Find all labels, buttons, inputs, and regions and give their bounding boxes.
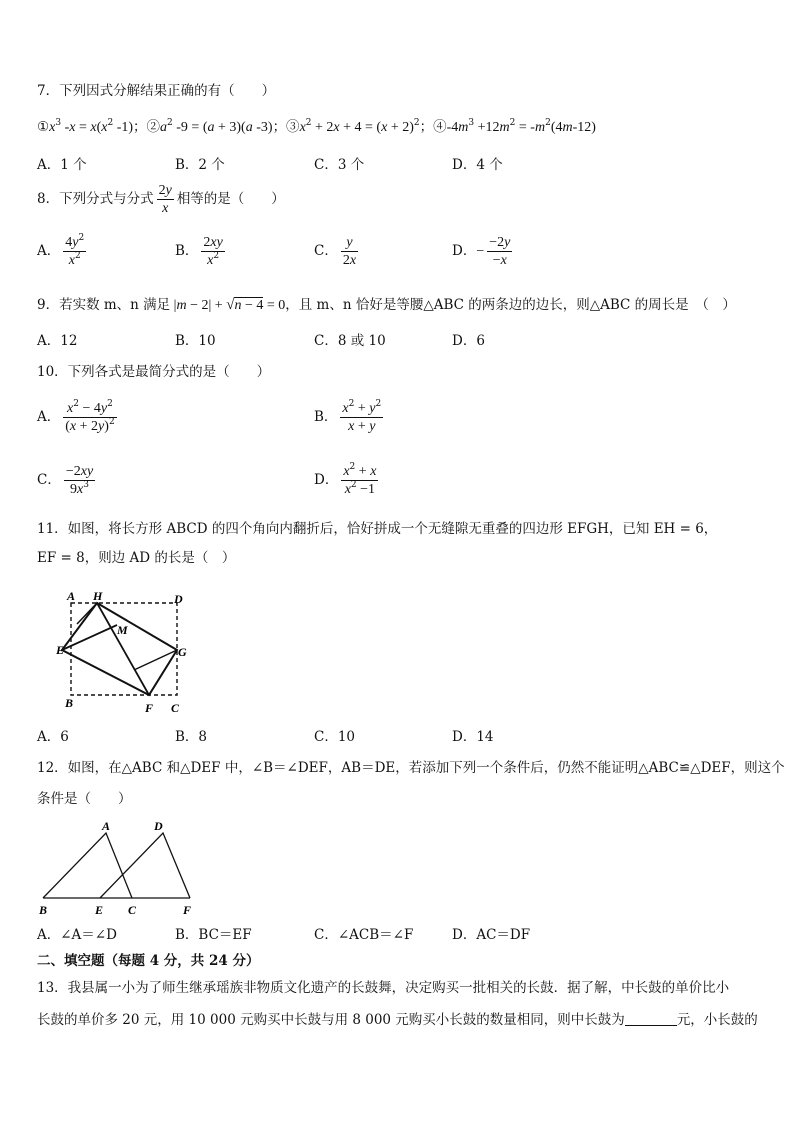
q13-stem-line2b: 元，小长鼓的	[676, 1012, 758, 1028]
q10-option-c[interactable]: C． $\frac{-2xy}{9x^3}$	[37, 464, 94, 497]
q7-option-a[interactable]: A．1 个	[37, 157, 87, 173]
q8-option-b[interactable]: B． $\frac{2xy}{x^2}$	[175, 235, 223, 268]
q11-label-e: E	[56, 643, 65, 657]
q12-option-b[interactable]: B．BC＝EF	[175, 927, 252, 943]
q12-triangle-def	[100, 833, 190, 898]
q12-figure	[35, 816, 200, 920]
q9-option-c[interactable]: C．8 或 10	[314, 333, 386, 349]
q12-label-b: B	[39, 903, 48, 917]
q7-item-3: ；③	[272, 119, 300, 135]
q7-option-d[interactable]: D．4 个	[452, 157, 503, 173]
q11-stem-line2: EF = 8，则边 AD 的长是（ ）	[37, 550, 236, 566]
q12-option-c[interactable]: C．∠ACB＝∠F	[314, 927, 414, 943]
q11-label-g: G	[178, 645, 187, 659]
q13-answer-blank[interactable]	[625, 1011, 677, 1026]
q13-stem-line2a: 长鼓的单价多 20 元，用 10 000 元购买中长鼓与用 8 000 元购买小长鼓的数量相同，则中长鼓为	[37, 1012, 625, 1028]
q8-option-d-label: D．	[452, 243, 477, 259]
q8-option-a-label: A．	[37, 243, 61, 259]
q11-stem-line1: 11．如图，将长方形 ABCD 的四个角向内翻折后，恰好拼成一个无缝隙无重叠的四边形 EFGH，已知 EH = 6，	[37, 521, 718, 537]
q8-option-a[interactable]: A． $\frac{4y^2}{x^2}$	[37, 233, 85, 268]
q12-option-d[interactable]: D．AC＝DF	[452, 927, 531, 943]
q10-option-b-label: B．	[314, 409, 338, 425]
q8-option-b-label: B．	[175, 243, 199, 259]
q12-label-d: D	[154, 819, 163, 833]
q7-items: $①x^3$ $-x = x(x^2$ -1)；$②a^2$ -9 = (a + 3)(a -3)；$③x^2 + 2x + 4 = (x + 2)^2$；$④-4m^3 +12m^2 = -m^2(4m-12)$	[37, 118, 596, 135]
q10-stem: 10．下列各式是最简分式的是（ ）	[37, 364, 271, 380]
q11-figure	[50, 586, 200, 716]
q11-label-c: C	[171, 701, 180, 715]
q8-option-c[interactable]: C． $\frac{y}{2x}$	[314, 235, 357, 268]
q7-item-1: ①	[37, 119, 50, 135]
q11-option-a[interactable]: A．6	[37, 729, 69, 745]
q8-fraction: $\frac{2y}{x}$	[158, 183, 172, 216]
q9-stem-b: ，且 m、n 恰好是等腰△ABC 的两条边的边长，则△ABC 的周长是 （ ）	[285, 297, 736, 313]
q9-stem: 9．若实数 m、n 满足 |m − 2| + √n − 4 = 0，且 m、n 恰好是等腰△ABC 的两条边的边长，则△ABC 的周长是 （ ）	[37, 297, 736, 313]
q10-option-d-label: D．	[314, 472, 339, 488]
q7-option-c[interactable]: C．3 个	[314, 157, 365, 173]
q13-stem-line1: 13．我县属一小为了师生继承瑶族非物质文化遗产的长鼓舞，决定购买一批相关的长鼓．据了解，中长鼓的单价比小	[37, 980, 730, 996]
q11-label-d: D	[174, 592, 183, 606]
q11-option-c[interactable]: C．10	[314, 729, 356, 745]
q7-option-b[interactable]: B．2 个	[175, 157, 225, 173]
q12-label-c: C	[128, 903, 137, 917]
q13-stem-line2	[37, 1011, 758, 1029]
q10-option-c-label: C．	[37, 472, 61, 488]
q8-option-c-label: C．	[314, 243, 338, 259]
q8-stem-b: 相等的是（ ）	[176, 191, 285, 207]
q12-stem-line2: 条件是（ ）	[37, 791, 132, 807]
q11-option-d[interactable]: D．14	[452, 729, 494, 745]
q11-label-b: B	[65, 696, 74, 710]
q10-option-d[interactable]: D． $\frac{x^2 + x}{x^2 -1}$	[314, 462, 377, 497]
q11-fold-line-h	[77, 603, 97, 624]
q11-quadrilateral-efgh	[62, 603, 177, 695]
q10-option-b[interactable]: B． $\frac{x^2 + y^2}{x + y}$	[314, 399, 382, 434]
q9-option-a[interactable]: A．12	[37, 333, 78, 349]
section2-title: 二、填空题（每题 4 分，共 24 分）	[37, 953, 260, 969]
q11-label-h: H	[93, 589, 103, 603]
q11-label-a: A	[67, 589, 76, 603]
q12-stem-line1: 12．如图，在△ABC 和△DEF 中，∠B＝∠DEF，AB＝DE，若添加下列一个条件后，仍然不能证明△ABC≌△DEF，则这个	[37, 760, 785, 776]
q11-label-f: F	[145, 701, 154, 715]
q7-item-4: ；④	[419, 119, 447, 135]
q7-stem: 7．下列因式分解结果正确的有（ ）	[37, 83, 276, 99]
q12-label-e: E	[95, 903, 104, 917]
q8-stem-a: 8．下列分式与分式	[37, 191, 154, 207]
q11-option-b[interactable]: B．8	[175, 729, 208, 745]
q12-label-f: F	[183, 903, 192, 917]
q12-triangle-abc	[43, 833, 132, 898]
q7-item-2: ；②	[133, 119, 161, 135]
q9-option-d[interactable]: D．6	[452, 333, 485, 349]
q10-option-a[interactable]: A． $\frac{x^2 - 4y^2}{(x + 2y)^2}$	[37, 399, 115, 434]
q10-option-a-label: A．	[37, 409, 61, 425]
q9-stem-a: 9．若实数 m、n 满足	[37, 297, 171, 313]
q12-label-a: A	[102, 819, 111, 833]
q9-option-b[interactable]: B．10	[175, 333, 216, 349]
q8-stem	[37, 182, 285, 217]
q8-option-d[interactable]: D．− $\frac{-2y}{-x}$	[452, 235, 511, 268]
q11-label-m: M	[117, 623, 128, 637]
q12-option-a[interactable]: A．∠A＝∠D	[37, 927, 117, 943]
